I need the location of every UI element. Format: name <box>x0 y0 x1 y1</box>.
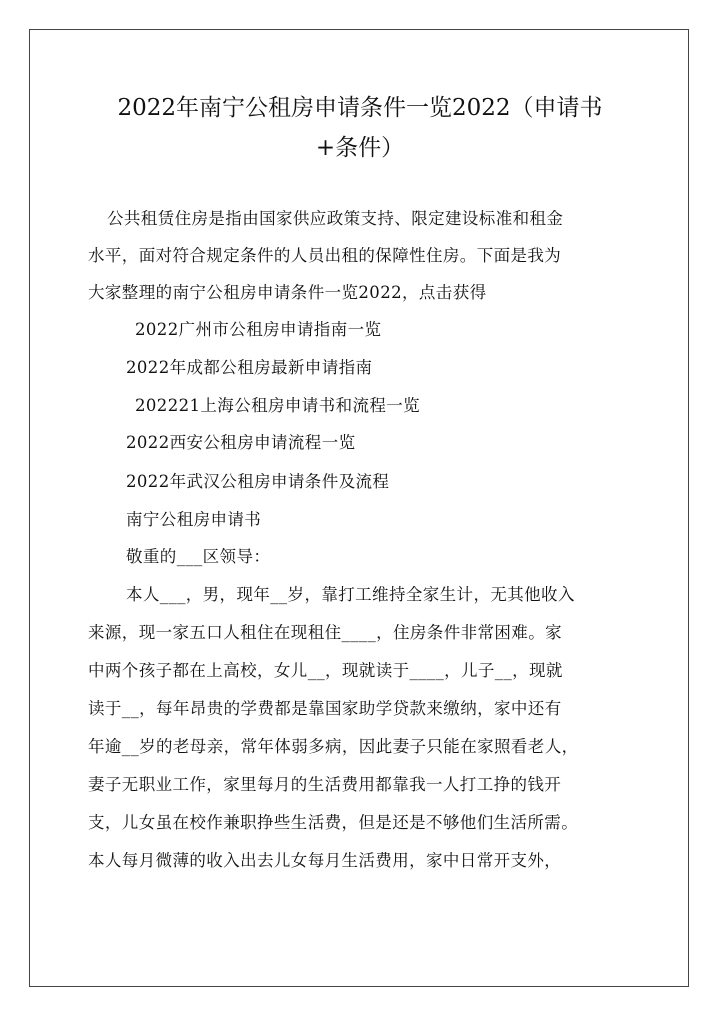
section-heading: 南宁公租房申请书 <box>126 510 262 529</box>
related-link-guangzhou[interactable]: 2022广州市公租房申请指南一览 <box>135 320 382 339</box>
related-link-chengdu[interactable]: 2022年成都公租房最新申请指南 <box>126 358 373 377</box>
body-line-2: 来源，现一家五口人租住在现租住____，住房条件非常困难。家 <box>88 623 562 642</box>
related-link-shanghai[interactable]: 202221上海公租房申请书和流程一览 <box>135 396 421 415</box>
related-link-xian[interactable]: 2022西安公租房申请流程一览 <box>126 433 356 452</box>
page-border <box>29 29 689 987</box>
body-line-8: 本人每月微薄的收入出去儿女每月生活费用，家中日常开支外， <box>88 851 562 870</box>
intro-line-2: 水平，面对符合规定条件的人员出租的保障性住房。下面是我为 <box>88 246 562 265</box>
body-line-7: 支，儿女虽在校作兼职挣些生活费，但是还是不够他们生活所需。 <box>88 813 579 832</box>
intro-line-3: 大家整理的南宁公租房申请条件一览2022，点击获得 <box>88 283 487 302</box>
related-link-wuhan[interactable]: 2022年武汉公租房申请条件及流程 <box>126 472 390 491</box>
body-line-1: 本人___，男，现年__岁，靠打工维持全家生计，无其他收入 <box>126 585 575 604</box>
document-title-line-1: 2022年南宁公租房申请条件一览2022（申请书 <box>117 95 603 121</box>
document-title <box>60 88 660 168</box>
body-line-6: 妻子无职业工作，家里每月的生活费用都靠我一人打工挣的钱开 <box>88 775 562 794</box>
intro-line-1: 公共租赁住房是指由国家供应政策支持、限定建设标准和租金 <box>107 209 564 228</box>
document-title-line-2: +条件） <box>315 135 405 161</box>
body-line-3: 中两个孩子都在上高校，女儿__，现就读于____，儿子__，现就 <box>88 661 563 680</box>
body-line-5: 年逾__岁的老母亲，常年体弱多病，因此妻子只能在家照看老人， <box>88 737 579 756</box>
body-line-4: 读于__，每年昂贵的学费都是靠国家助学贷款来缴纳，家中还有 <box>88 699 562 718</box>
salutation: 敬重的___区领导： <box>126 547 271 566</box>
